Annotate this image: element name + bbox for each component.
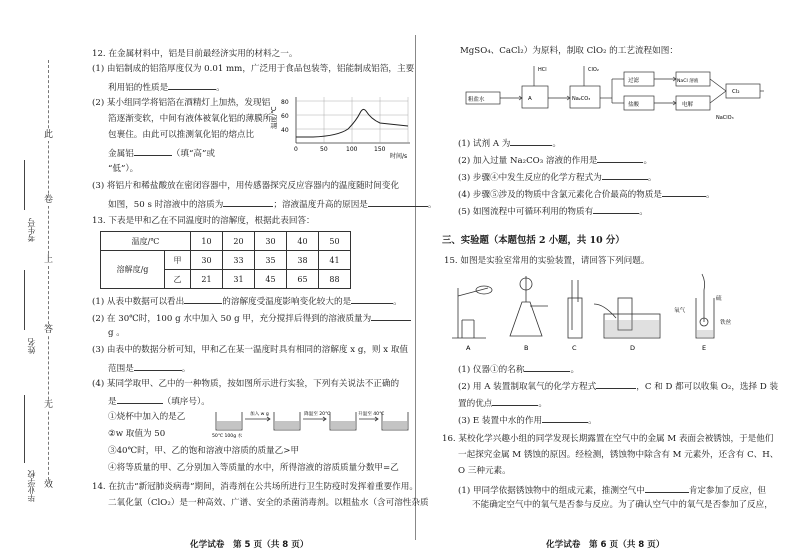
q12-2-text-f: “低”）。 [108,164,139,174]
q15-2-text-b: 置的优点 。 [458,399,547,409]
apparatus-label: E [702,344,707,352]
seal-char: 答 [43,325,53,335]
q14-1-text: (1) 试剂 A 为 。 [458,139,561,149]
answer-blank[interactable] [368,198,428,207]
table-row-label: 乙 [165,270,191,289]
q12-1-text-b: 利用铝的性质是 。 [108,83,225,93]
q13-option-3: ③40℃时，甲、乙的饱和溶液中溶质的质量乙>甲 [108,446,300,456]
table-cell: 21 [191,270,223,289]
section-3-title: 三、实验题（本题包括 2 小题，共 10 分） [442,235,625,246]
table-row [101,232,351,251]
graph-xlabel: 时间/s [390,153,408,159]
graph-ytick: 80 [281,99,289,106]
graph-ytick: 60 [281,113,289,120]
beaker-label: 加入 w g [250,412,269,417]
process-flow-chart [464,62,764,126]
q15-2-text: (2) 用 A 装置制取氧气的化学方程式 ，C 和 D 都可以收集 O₂，选择 D 装 [458,382,779,392]
table-cell: 38 [287,251,319,270]
answer-blank[interactable] [184,295,222,304]
q12-3-text: (3) 将铝片和稀盐酸放在密闭容器中，用传感器探究反应容器内的温度随时间变化 [92,181,400,191]
q13-option-2: ②w 取值为 50 [108,429,166,439]
solubility-table [100,231,351,289]
flow-label: 过滤 [628,78,640,84]
flow-label: HCl [538,67,547,73]
q12-2-text-d: 金属铝 （填“高”或 [108,149,215,159]
flow-label: A [528,96,532,102]
apparatus-label: C [572,344,577,352]
table-cell: 30 [191,251,223,270]
q14-text-b: 二氧化氯（ClO₂）是一种高效、广谱、安全的杀菌消毒剂。以粗盐水（含可溶性杂质 [108,498,429,508]
table-cell: 40 [287,232,319,251]
apparatus-label: A [466,344,471,352]
graph-xtick: 50 [320,146,328,153]
q12-2-text: (2) 某小组同学将铝箔在酒精灯上加热，发现铝 [92,98,271,108]
flow-label: 盐酸 [628,102,640,108]
q13-3-text-b: 范围是 。 [108,364,191,374]
q16-1-text: (1) 甲同学依据锈蚀物中的组成元素，推测空气中 肯定参加了反应，但 [458,486,767,496]
table-header: 溶解度/g [101,251,165,289]
exam-number-label: 考生号 [27,218,36,242]
answer-blank[interactable] [597,154,643,163]
answer-blank[interactable] [223,198,273,207]
graph-xtick: 100 [346,146,358,153]
q13-2-text: (2) 在 30℃时，100 g 水中加入 50 g 甲，充分搅拌后得到的溶液质量为 [92,312,411,325]
binding-margin [0,0,70,560]
table-cell: 33 [223,251,255,270]
lab-apparatus-figure [444,268,744,354]
seal-char: 卷 [43,195,53,205]
answer-blank[interactable] [593,205,639,214]
q12-title: 12. 在金属材料中，铝是目前最经济实用的材料之一。 [92,49,298,59]
answer-blank[interactable] [524,363,570,372]
seal-char: 效 [43,480,53,490]
answer-blank[interactable] [510,137,552,146]
page-footer-left: 化学试卷 第 5 页（共 8 页） [190,540,309,550]
beaker-label: 50℃ 100g 水 [212,434,243,438]
q16-text-b: 一起探究金属 M 锈蚀的原因。经检测，锈蚀物中除含有 M 元素外，还含有 C、H、 [458,450,779,460]
answer-blank[interactable] [542,414,588,423]
q13-1-text: (1) 从表中数据可以看出 的溶解度受温度影响变化较大的是 。 [92,297,402,307]
q14-4-text: (4) 步骤⑤涉及的物质中含氯元素化合价最高的物质是 。 [458,190,715,200]
seal-char: 此 [43,130,53,140]
table-cell: 50 [319,232,351,251]
q14-5-text: (5) 如图流程中可循环利用的物质有 。 [458,207,648,217]
flow-label: NaClO₃ [716,115,734,121]
flow-label: Cl₂ [732,89,740,95]
q12-1-text: (1) 由铝制成的铝箔厚度仅为 0.01 mm，广泛用于食品包装等，铝能制成铝箔，主要 [92,64,415,74]
table-row-label: 甲 [165,251,191,270]
q12-2-text-b: 箔逐渐变软，中间有液体被氧化铝的薄膜所 [108,114,272,124]
apparatus-label: B [524,344,529,352]
table-cell: 20 [223,232,255,251]
q13-option-1: ①烧杯中加入的是乙 [108,412,186,422]
q16-text: 16. 某校化学兴趣小组的同学发现长期露置在空气中的金属 M 表面会被锈蚀，于是他们 [442,434,774,444]
answer-blank[interactable] [602,171,648,180]
answer-blank[interactable] [662,188,706,197]
apparatus-e-label: 硫 [716,296,722,302]
q14-text: 14. 在抗击“新冠肺炎病毒”期间，消毒剂在公共场所进行卫生防疫时发挥着重要作用。 [92,482,418,492]
answer-blank[interactable] [351,295,393,304]
answer-blank[interactable] [134,362,182,371]
answer-blank[interactable] [371,312,411,321]
q13-3-text: (3) 由表中的数据分析可知，甲和乙在某一温度时具有相同的溶解度 x g，则 x 取值 [92,345,409,355]
answer-blank[interactable] [492,397,538,406]
table-cell: 35 [255,251,287,270]
q13-4-text-b: 是 （填序号）。 [108,397,210,407]
flow-label: NaCl 溶液 [677,79,699,84]
name-field[interactable] [24,270,25,330]
table-cell: 30 [255,232,287,251]
beaker-label: 降温至 20℃ [304,412,331,417]
name-label: 姓名 [27,338,36,354]
q12-2-text-c: 包裹住。由此可以推测氧化铝的熔点比 [108,130,255,140]
beaker-label: 升温至 40℃ [358,412,385,417]
q15-1-text: (1) 仪器①的名称 。 [458,365,580,375]
table-cell: 88 [319,270,351,289]
graph-ylabel: 温度/℃ [270,106,278,129]
table-header: 温度/℃ [101,232,191,251]
flow-label: ClO₂ [588,67,599,73]
page-footer-right: 化学试卷 第 6 页（共 8 页） [546,540,665,550]
table-row [101,251,351,270]
q13-option-4: ④将等质量的甲、乙分别加入等质量的水中，所得溶液的溶质质量分数甲=乙 [108,463,399,473]
flow-label: 电解 [682,102,694,108]
seal-dashed-line [48,60,49,490]
flow-label: 粗盐水 [468,97,485,103]
q14-3-text: (3) 步骤④中发生反应的化学方程式为 。 [458,173,657,183]
q14-2-text: (2) 加入过量 Na₂CO₃ 溶液的作用是 。 [458,156,653,166]
q13-2-text-b: g 。 [108,328,125,338]
q15-3-text: (3) E 装置中水的作用 。 [458,416,597,426]
graph-ytick: 40 [281,127,289,134]
school-label: 毕业学校 [27,470,36,502]
q14-continued: MgSO₄、CaCl₂）为原料，制取 ClO₂ 的工艺流程如图： [460,46,678,56]
flow-label: Na₂CO₃ [572,96,591,102]
school-field[interactable] [24,395,25,463]
temperature-time-graph [268,93,418,159]
answer-blank[interactable] [117,395,163,404]
apparatus-e-label: 铁丝 [720,320,732,326]
q13-title: 13. 下表是甲和乙在不同温度时的溶解度，根据此表回答： [92,216,315,226]
answer-blank[interactable] [168,81,216,90]
graph-xtick: 150 [374,146,386,153]
seal-char: 无 [43,400,53,410]
exam-number-field[interactable] [24,160,25,210]
apparatus-label: D [630,344,636,352]
answer-blank[interactable] [596,380,636,389]
answer-blank[interactable] [134,147,172,156]
q16-text-c: O 三种元素。 [458,466,511,476]
seal-char: 上 [43,255,53,265]
beaker-experiment-figure [212,404,412,438]
table-cell: 31 [223,270,255,289]
q15-title: 15. 如图是实验室常用的实验装置，请回答下列问题。 [444,256,650,266]
table-cell: 10 [191,232,223,251]
table-cell: 45 [255,270,287,289]
answer-blank[interactable] [645,484,689,493]
table-cell: 41 [319,251,351,270]
graph-xtick: 0 [294,146,298,153]
q13-4-text: (4) 某同学取甲、乙中的一种物质，按如图所示进行实验，下列有关说法不正确的 [92,379,400,389]
table-cell: 65 [287,270,319,289]
q16-1-text-b: 不能确定空气中的氧气是否参与反应。为了确认空气中的氧气是否参加了反应， [472,500,773,510]
q12-3-text-b: 如图，50 s 时溶液中的溶质为 ；溶液温度升高的原因是 。 [108,200,437,210]
apparatus-e-label: 氧气 [674,308,686,314]
